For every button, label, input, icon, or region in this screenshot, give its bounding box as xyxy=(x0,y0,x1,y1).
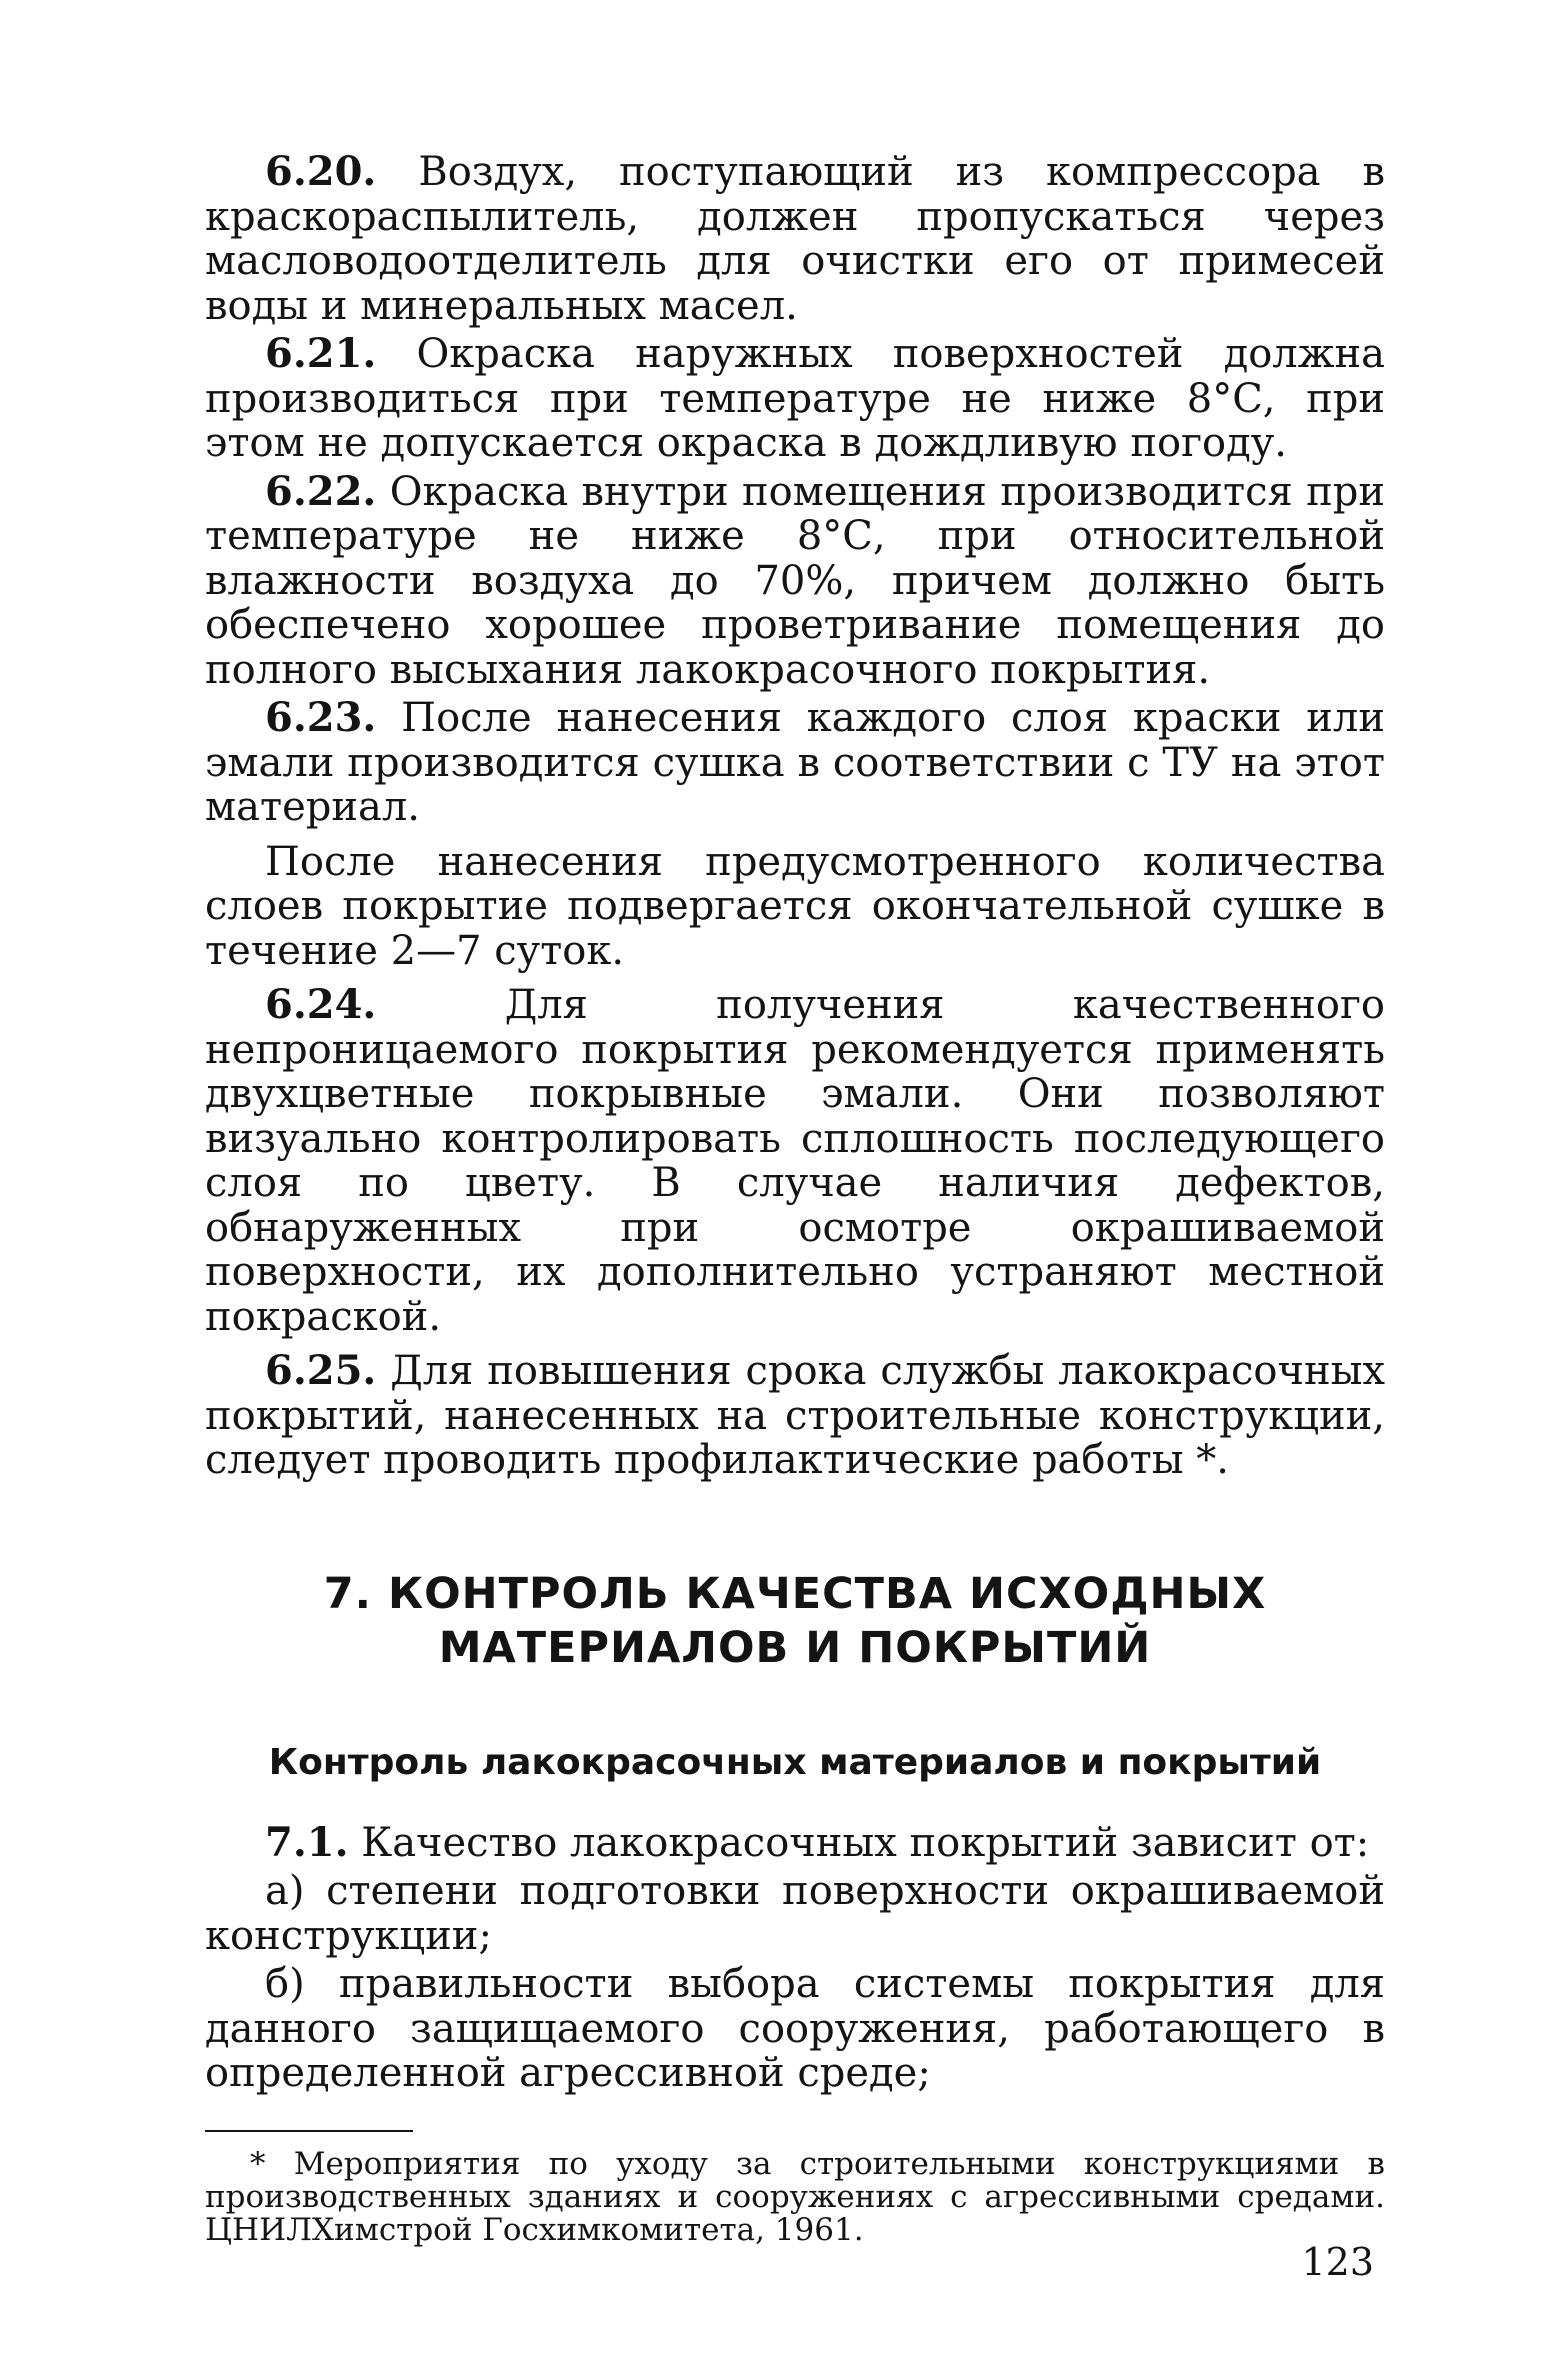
paragraph-6-21 xyxy=(205,332,1385,466)
page-number: 123 xyxy=(1301,2240,1374,2284)
list-item-a xyxy=(205,1869,1385,1958)
paragraph-text: а) степени подготовки поверхности окрашиваемой конструкции; xyxy=(205,1868,1385,1959)
paragraph-number: 6.21. xyxy=(265,330,377,377)
paragraph-text: Для получения качественного непроницаемого покрытия рекомендуется применять двухцветные покрывные эмали. Они позволяют визуально контролировать сплошность последующего слоя по цвету. В случае наличия дефектов, обнаруженных при осмотре окрашиваемой поверхности, их дополнительно устраняют местной покраской. xyxy=(205,982,1385,1340)
paragraph-6-24 xyxy=(205,983,1385,1339)
paragraph-number: 6.20. xyxy=(265,148,377,195)
paragraph-text: б) правильности выбора системы покрытия для данного защищаемого сооружения, работающего в определенной агрессивной среде; xyxy=(205,1961,1385,2096)
paragraph-number: 6.22. xyxy=(265,467,377,515)
paragraph-text: После нанесения предусмотренного количества слоев покрытие подвергается окончательной сушке в течение 2—7 суток. xyxy=(205,838,1385,974)
paragraph-6-20 xyxy=(205,150,1385,328)
footnote-divider xyxy=(205,2130,413,2132)
subsection-title: Контроль лакокрасочных материалов и покрытий xyxy=(268,1741,1322,1783)
paragraph-number: 6.23. xyxy=(265,694,377,741)
list-item-b xyxy=(205,1962,1385,2096)
paragraph-6-23 xyxy=(205,696,1385,830)
paragraph-number: 6.24. xyxy=(265,981,377,1028)
paragraph-text: Окраска наружных поверхностей должна производиться при температуре не ниже 8°С, при этом не допускается окраска в дождливую погоду. xyxy=(205,331,1385,466)
paragraph-text: Воздух, поступающий из компрессора в краскораспылитель, должен пропускаться через масловодоотделитель для очистки его от примесей воды и минеральных масел. xyxy=(205,149,1385,329)
paragraph-number: 6.25. xyxy=(265,1347,377,1394)
paragraph-7-1 xyxy=(205,1818,1385,1866)
section-title: 7. КОНТРОЛЬ КАЧЕСТВА ИСХОДНЫХ МАТЕРИАЛОВ И ПОКРЫТИЙ xyxy=(323,1568,1267,1673)
paragraph-text: Качество лакокрасочных покрытий зависит от: xyxy=(348,1819,1370,1866)
paragraph-6-25 xyxy=(205,1349,1385,1483)
paragraph-text: Окраска внутри помещения производится при температуре не ниже 8°С, при относительной влажности воздуха до 70%, причем должно быть обеспечено хорошее проветривание помещения до полного высыхания лакокрасочного покрытия. xyxy=(205,468,1385,693)
paragraph-drying xyxy=(205,840,1385,974)
page-content xyxy=(205,150,1385,2278)
paragraph-number: 7.1. xyxy=(265,1818,349,1866)
paragraph-text: После нанесения каждого слоя краски или эмали производится сушка в соответствии с ТУ на этот материал. xyxy=(205,695,1385,830)
footnote: * Мероприятия по уходу за строительными конструкциями в производственных зданиях и сооружениях с агрессивными средами. ЦНИЛХимстрой Госхимкомитета, 1961. xyxy=(205,2145,1385,2248)
paragraph-text: Для повышения срока службы лакокрасочных покрытий, нанесенных на строительные конструкции, следует проводить профилактические работы *. xyxy=(205,1348,1385,1483)
paragraph-6-22 xyxy=(205,467,1385,693)
